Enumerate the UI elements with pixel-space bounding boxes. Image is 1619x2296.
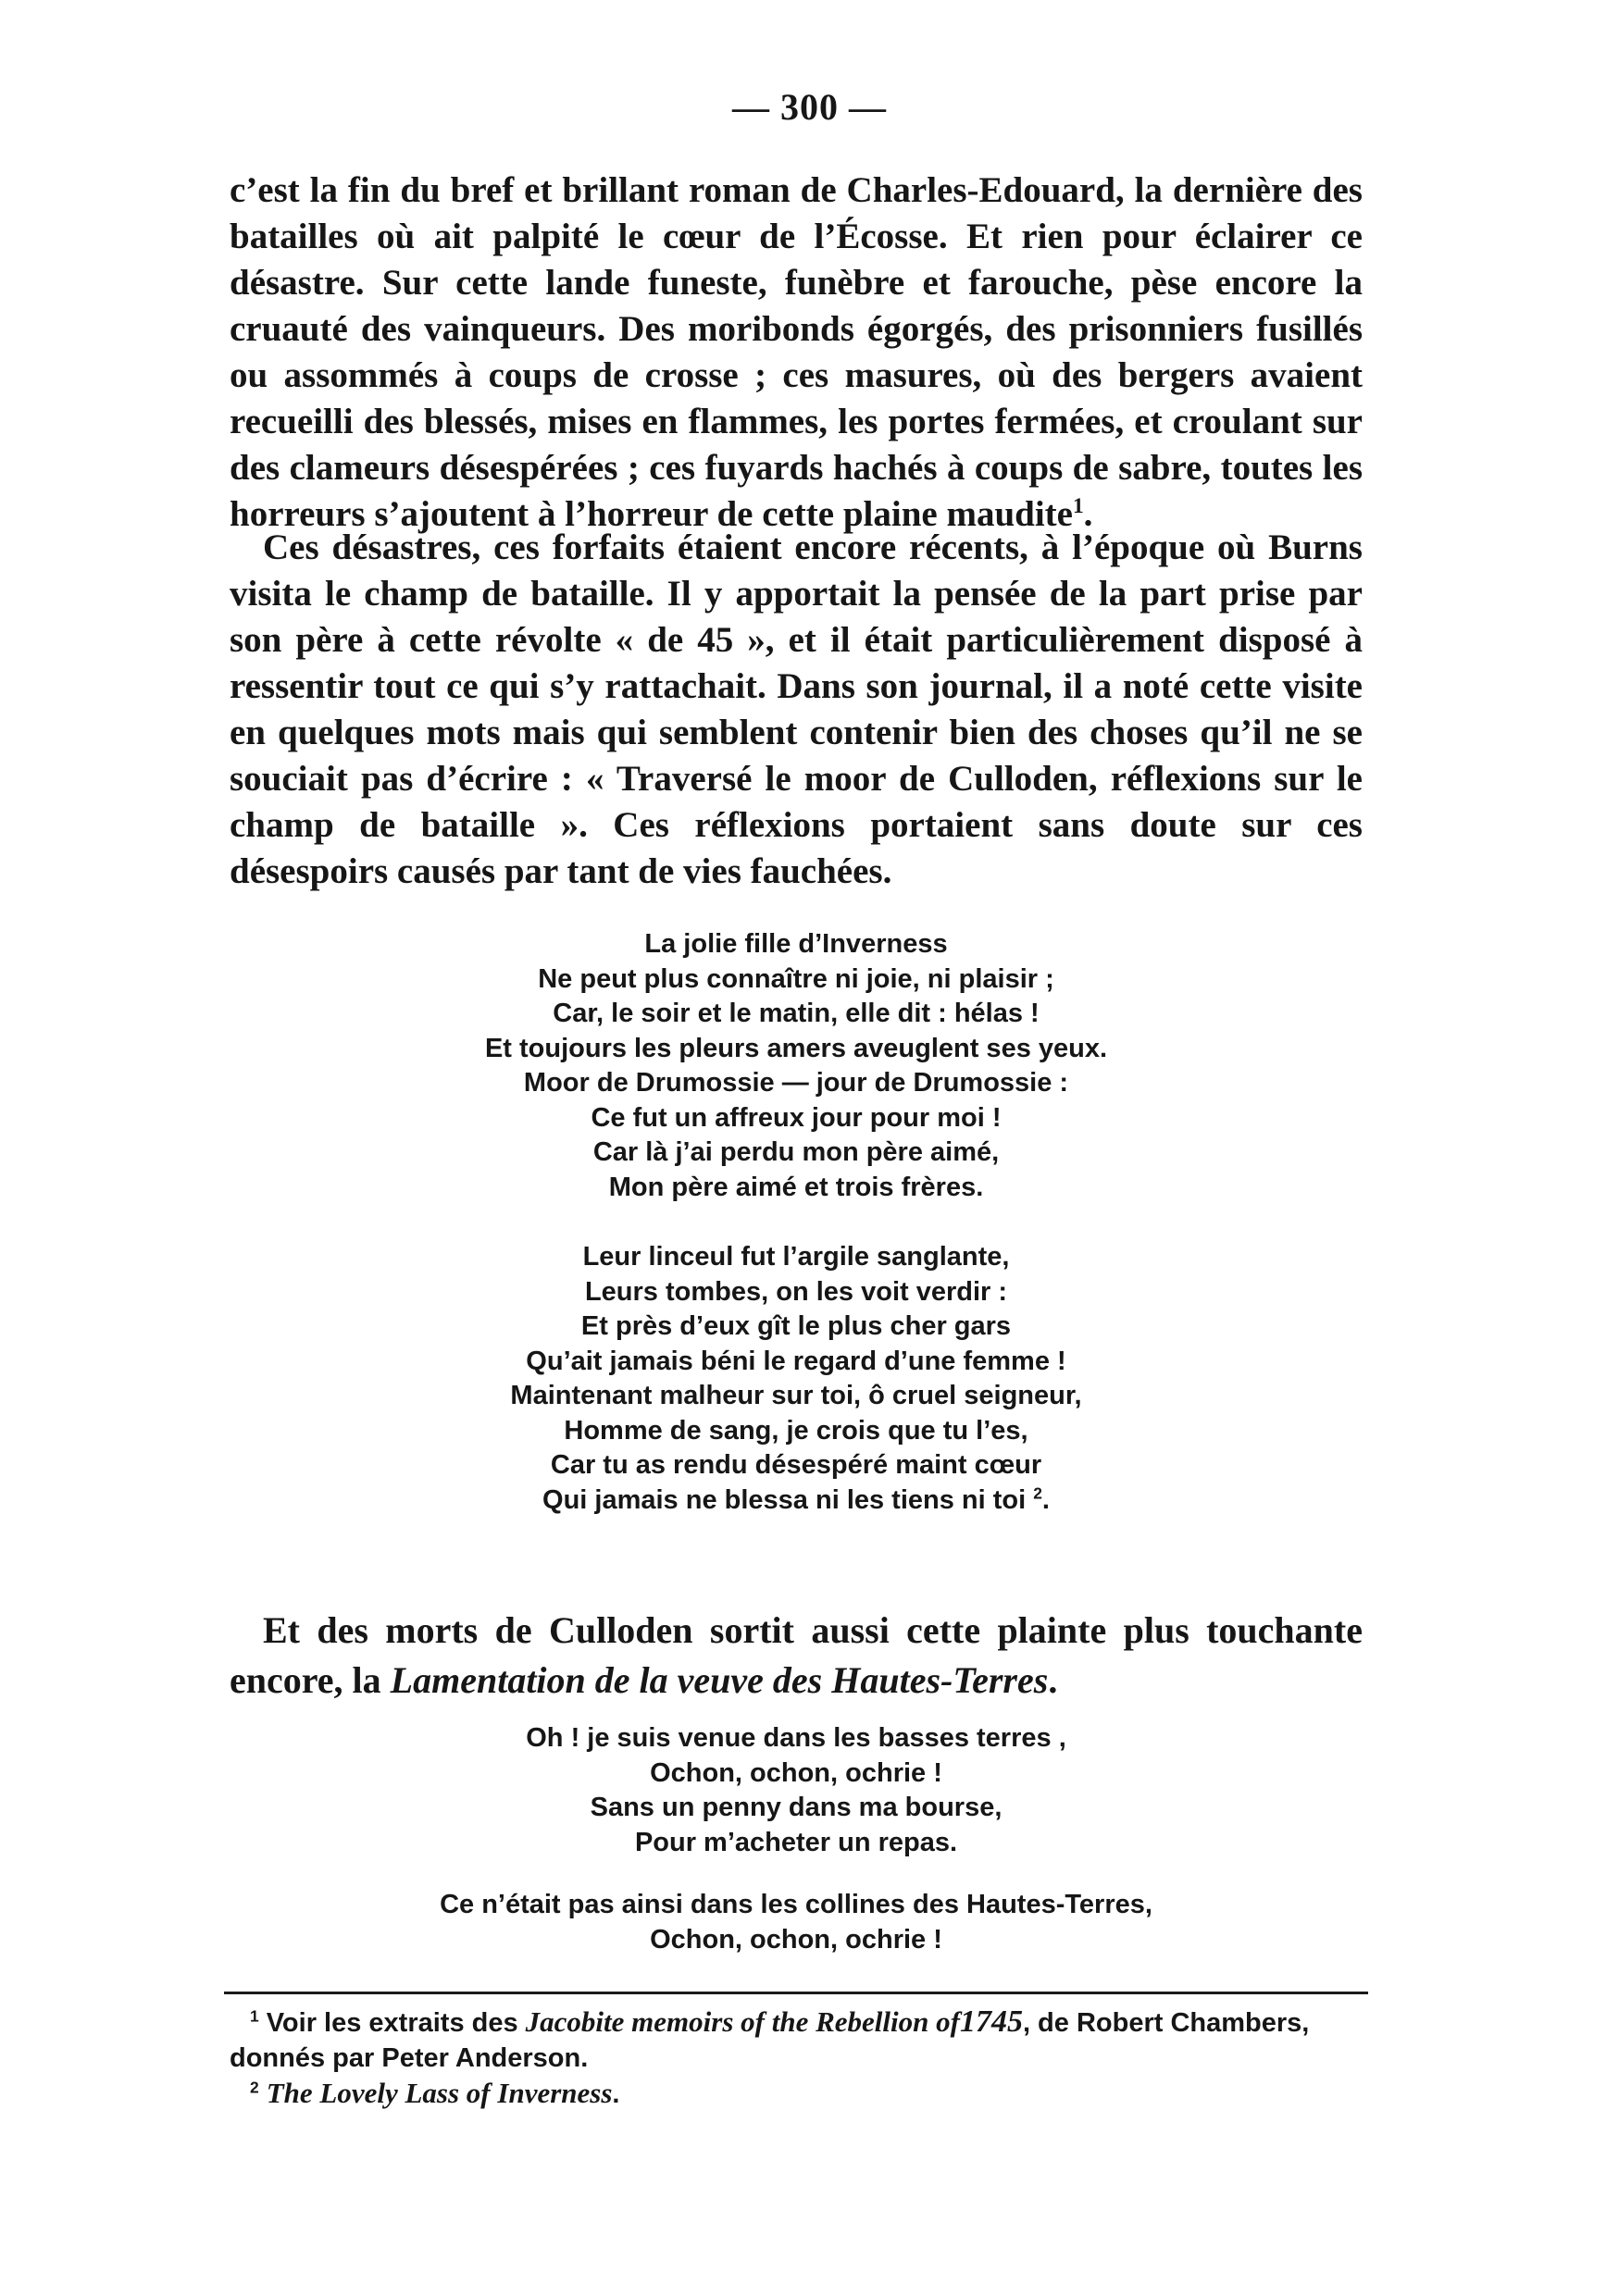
poem-2-stanza-1 [230,1721,1363,1860]
verse-line: La jolie fille d’Inverness [644,929,948,959]
footnote-ref-2: 2 [1033,1483,1042,1502]
verse-line: Mon père aimé et trois frères. [608,1172,984,1202]
paragraph-3-text: Et des morts de Culloden sortit aussi cette plainte plus touchante encore, la [230,1609,1363,1701]
verse-line: Moor de Drumossie — jour de Drumossie : [523,1068,1069,1098]
verse-line: Pour m’acheter un repas. [634,1827,958,1857]
paragraph-2 [230,525,1363,895]
verse-line-text: Qui jamais ne blessa ni les tiens ni toi [542,1484,1027,1515]
verse-line: Homme de sang, je crois que tu l’es, [564,1415,1028,1446]
footnote-1-pre: Voir les extraits des [266,2008,518,2038]
verse-line: Maintenant malheur sur toi, ô cruel seigneur, [510,1381,1082,1410]
verse-line: Ochon, ochon, ochrie ! [650,1924,942,1955]
footnote-1 [230,2004,1368,2076]
verse-line: Car, le soir et le matin, elle dit : hélas ! [553,999,1040,1028]
verse-line: Qu’ait jamais béni le regard d’une femme ! [526,1346,1066,1376]
footnote-1-title: Jacobite memoirs of the Rebellion of [525,2005,960,2038]
footnotes [230,2004,1368,2112]
verse-line: Oh ! je suis venue dans les basses terres , [526,1723,1066,1753]
footnote-1-year: 1745 [959,2004,1023,2039]
paragraph-3-end: . [1048,1659,1058,1701]
lamentation-title: Lamentation de la veuve des Hautes-Terres [390,1659,1049,1701]
page-number: — 300 — [732,86,887,128]
footnote-2-title: The Lovely Lass of Inverness [266,2077,613,2109]
paragraph-1 [230,168,1363,538]
footnote-1-number: 1 [250,2006,259,2026]
footnote-2-end: . [612,2079,620,2109]
poem-1-stanza-2 [230,1240,1363,1518]
verse-line: Car là j’ai perdu mon père aimé, [592,1137,1000,1167]
verse-line: Leurs tombes, on les voit verdir : [584,1276,1008,1307]
poem-2-stanza-2 [230,1888,1363,1957]
verse-line: Car tu as rendu désespéré maint cœur [550,1450,1042,1480]
footnote-1-post: , de Robert Chambers, donnés par Peter Anderson. [230,2008,1310,2073]
verse-line: Leur linceul fut l’argile sanglante, [582,1242,1010,1272]
paragraph-1-text: c’est la fin du bref et brillant roman de Charles-Edouard, la dernière des batailles où ait palpité le cœur de l’Écosse. Et rien pour éclairer ce désastre. Sur cette lande funeste, funèbre et farouche, pèse encore la cruauté des vainqueurs. Des moribonds égorgés, des prisonniers fusillés ou assommés à coups de crosse ; ces masures, où des bergers avaient recueilli des blessés, mises en flammes, les portes fermées, et croulant sur des clameurs désespérées ; ces fuyards hachés à coups de sabre, toutes les horreurs s’ajoutent à l’horreur de cette plaine maudite [230,170,1363,534]
verse-line: Et près d’eux gît le plus cher gars [580,1311,1012,1341]
verse-line: Et toujours les pleurs amers aveuglent ses yeux. [484,1033,1108,1063]
verse-line-last [230,1483,1363,1519]
footnote-2-number: 2 [250,2078,259,2097]
paragraph-2-text: Ces désastres, ces forfaits étaient encore récents, à l’époque où Burns visita le champ de bataille. Il y apportait la pensée de la part prise par son père à cette révolte « de 45 », et il était particulièrement disposé à ressentir tout ce qui s’y rattachait. Dans son journal, il a noté cette visite en quelques mots mais qui semblent contenir bien des choses qu’il ne se souciait pas d’écrire : « Traversé le moor de Culloden, réflexions sur le champ de bataille ». Ces réflexions portaient sans doute sur ces désespoirs causés par tant de vies fauchées. [230,527,1363,891]
footnote-2 [230,2076,1368,2112]
verse-line: Ne peut plus connaître ni joie, ni plaisir ; [538,963,1054,994]
footnote-divider [224,1992,1368,1994]
paragraph-1-end: . [1083,494,1093,534]
verse-line: Sans un penny dans ma bourse, [590,1793,1003,1822]
footnote-ref-1: 1 [1072,494,1084,518]
verse-line: Ce n’était pas ainsi dans les collines des Hautes-Terres, [440,1890,1152,1919]
paragraph-3 [230,1606,1363,1706]
verse-line: Ce fut un affreux jour pour moi ! [591,1102,1002,1133]
poem-1-stanza-1 [230,927,1363,1205]
verse-line-end: . [1041,1484,1050,1515]
verse-line: Ochon, ochon, ochrie ! [650,1757,942,1788]
